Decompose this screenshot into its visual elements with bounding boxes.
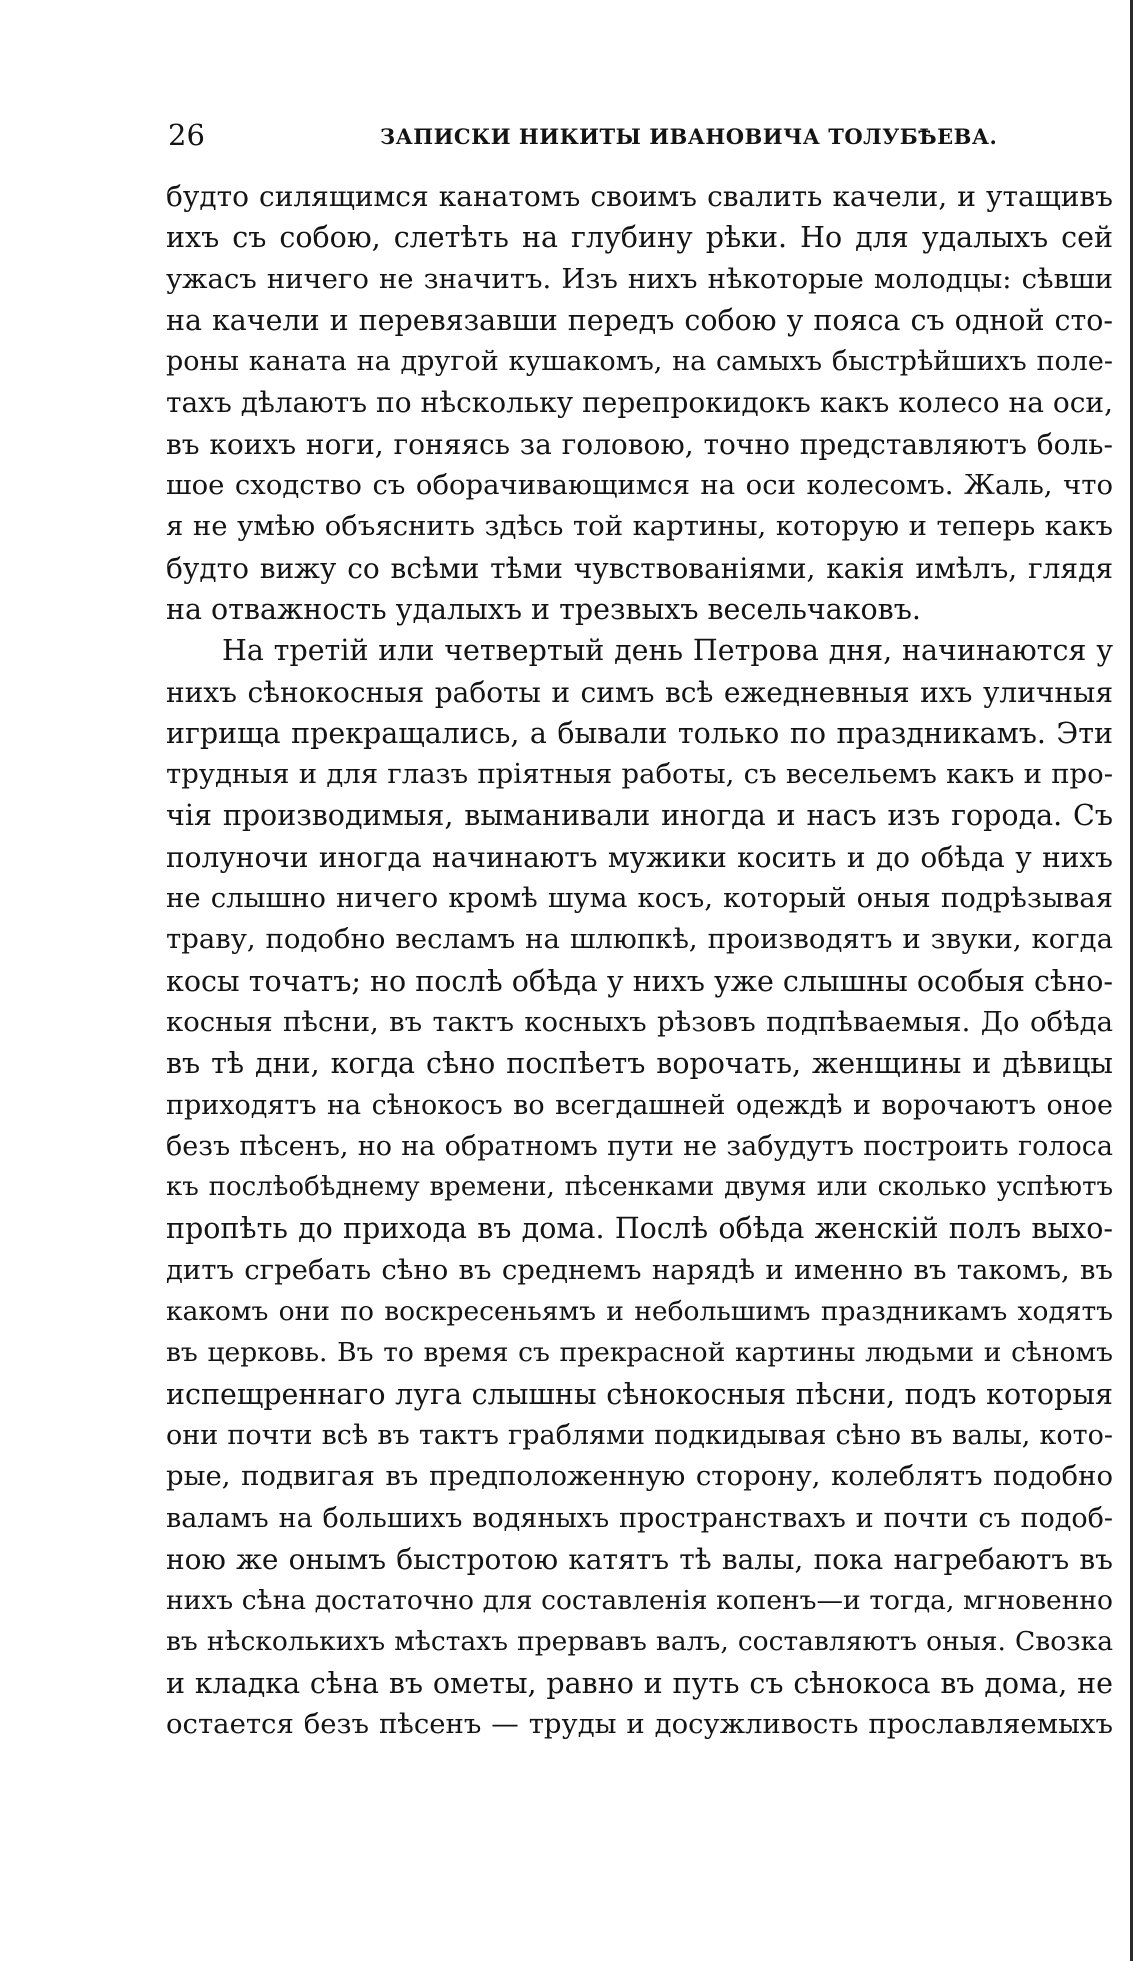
text-line: ихъ съ собою, слетѣть на глубину рѣки. Но для удалыхъ сей — [166, 221, 1113, 255]
text-line: приходятъ на сѣнокосъ во всегдашней одеждѣ и ворочаютъ оное — [166, 1089, 1113, 1121]
text-line: на качели и перевязавши передъ собою у пояса съ одной сто- — [166, 303, 1113, 337]
paragraph-start-line: На третій или четвертый день Петрова дня, начинаются у — [222, 634, 1113, 668]
text-line: будто вижу со всѣми тѣми чувствованіями, какія имѣлъ, глядя — [166, 551, 1113, 585]
text-line: трудныя и для глазъ пріятныя работы, съ весельемъ какъ и про- — [166, 758, 1113, 791]
text-line: валамъ на большихъ водяныхъ пространствахъ и почти съ подоб- — [166, 1502, 1113, 1534]
text-line: безъ пѣсенъ, но на обратномъ пути не забудутъ построить голоса — [166, 1130, 1113, 1162]
text-line: дитъ сгребать сѣно въ среднемъ нарядѣ и именно въ такомъ, въ — [166, 1253, 1113, 1286]
text-line: нихъ сѣна достаточно для составленія копенъ—и тогда, мгновенно — [166, 1585, 1113, 1617]
text-line: они почти всѣ въ тактъ граблями подкидывая сѣно въ валы, кото- — [166, 1419, 1113, 1451]
page-edge-line — [1130, 0, 1133, 1961]
running-head: ЗАПИСКИ НИКИТЫ ИВАНОВИЧА ТОЛУБѢЕВА. — [380, 124, 998, 149]
body-text — [166, 176, 1113, 1745]
text-line: косныя пѣсни, въ тактъ косныхъ рѣзовъ подпѣваемыя. До обѣда — [166, 1005, 1113, 1038]
text-line: траву, подобно весламъ на шлюпкѣ, производятъ и звуки, когда — [166, 923, 1113, 956]
text-line: рые, подвигая въ предположенную сторону, колеблятъ подобно — [166, 1460, 1113, 1493]
text-line: въ церковь. Въ то время съ прекрасной картины людьми и сѣномъ — [166, 1337, 1113, 1369]
text-line: я не умѣю объяснить здѣсь той картины, которую и теперь какъ — [166, 510, 1113, 543]
text-line: въ нѣсколькихъ мѣстахъ прервавъ валъ, составляютъ оныя. Свозка — [166, 1626, 1113, 1658]
page-header — [168, 118, 1113, 158]
text-line: будто силящимся канатомъ своимъ свалить качели, и утащивъ — [166, 180, 1113, 213]
text-line: косы точатъ; но послѣ обѣда у нихъ уже слышны особыя сѣно- — [166, 964, 1113, 998]
text-line: шое сходство съ оборачивающимся на оси колесомъ. Жаль, что — [166, 469, 1113, 502]
text-line: остается безъ пѣсенъ — труды и досужливость прославляемыхъ — [166, 1707, 1113, 1740]
text-line: и кладка сѣна въ ометы, равно и путь съ сѣнокоса въ дома, не — [166, 1666, 1113, 1700]
text-line: пропѣть до прихода въ дома. Послѣ обѣда женскій полъ выхо- — [166, 1212, 1113, 1246]
text-line: въ коихъ ноги, гоняясь за головою, точно представляютъ боль- — [166, 427, 1113, 461]
paragraph-end-line: на отважность удалыхъ и трезвыхъ весельчаковъ. — [166, 592, 921, 626]
text-line: испещреннаго луга слышны сѣнокосныя пѣсни, подъ которыя — [166, 1377, 1113, 1411]
text-line: чія производимыя, выманивали иногда и насъ изъ города. Съ — [166, 799, 1113, 833]
text-line: какомъ они по воскресеньямъ и небольшимъ праздникамъ ходятъ — [166, 1296, 1113, 1328]
text-line: полуночи иногда начинаютъ мужики косить и до обѣда у нихъ — [166, 840, 1113, 874]
text-line: роны каната на другой кушакомъ, на самыхъ быстрѣйшихъ поле- — [166, 346, 1113, 378]
text-line: нихъ сѣнокосныя работы и симъ всѣ ежедневныя ихъ уличныя — [166, 675, 1113, 709]
text-line: ною же онымъ быстротою катятъ тѣ валы, пока нагребаютъ въ — [166, 1542, 1113, 1576]
page-number: 26 — [168, 118, 205, 152]
text-line: не слышно ничего кромѣ шума косъ, который оныя подрѣзывая — [166, 882, 1113, 915]
text-line: къ послѣобѣднему времени, пѣсенками двумя или сколько успѣютъ — [166, 1172, 1113, 1203]
text-line: тахъ дѣлаютъ по нѣскольку перепрокидокъ какъ колесо на оси, — [166, 386, 1113, 420]
text-line: въ тѣ дни, когда сѣно поспѣетъ ворочать, женщины и дѣвицы — [166, 1047, 1113, 1081]
text-line: игрища прекращались, а бывали только по праздникамъ. Эти — [166, 716, 1113, 750]
text-line: ужасъ ничего не значитъ. Изъ нихъ нѣкоторые молодцы: сѣвши — [166, 262, 1113, 295]
